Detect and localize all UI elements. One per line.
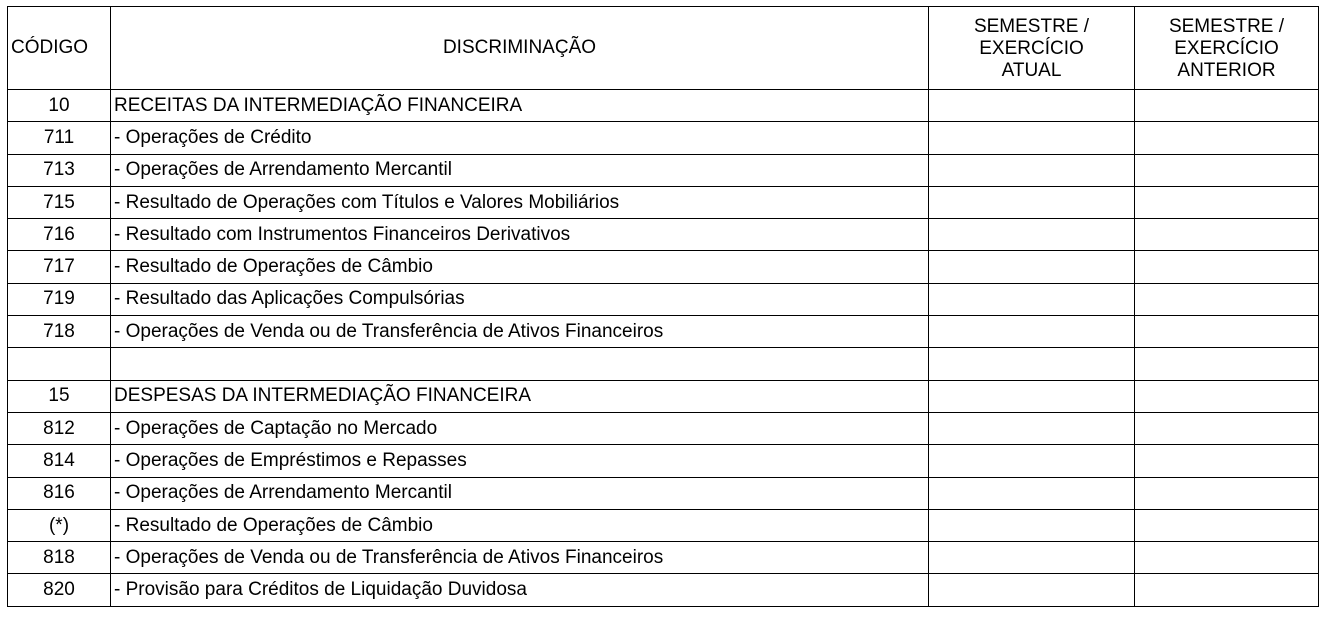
row-current-value[interactable] — [929, 154, 1135, 186]
row-code — [8, 348, 111, 380]
row-current-value[interactable] — [929, 380, 1135, 412]
header-previous-line: ANTERIOR — [1177, 60, 1276, 81]
row-description: RECEITAS DA INTERMEDIAÇÃO FINANCEIRA — [111, 90, 929, 122]
table-row — [8, 412, 1319, 444]
row-description: - Operações de Venda ou de Transferência de Ativos Financeiros — [111, 316, 929, 348]
row-description: - Resultado de Operações de Câmbio — [111, 251, 929, 283]
row-description: - Operações de Captação no Mercado — [111, 412, 929, 444]
row-previous-value[interactable] — [1135, 186, 1319, 218]
header-current-line: ATUAL — [1001, 60, 1062, 81]
table-row — [8, 316, 1319, 348]
row-code: 814 — [8, 445, 111, 477]
header-previous-line: EXERCÍCIO — [1174, 38, 1279, 59]
row-description: - Resultado de Operações com Títulos e Valores Mobiliários — [111, 186, 929, 218]
row-code: 717 — [8, 251, 111, 283]
row-current-value[interactable] — [929, 283, 1135, 315]
row-description: - Operações de Empréstimos e Repasses — [111, 445, 929, 477]
financial-statement-form — [7, 6, 1319, 607]
row-current-value[interactable] — [929, 219, 1135, 251]
income-statement-table — [7, 6, 1319, 607]
row-current-value[interactable] — [929, 574, 1135, 606]
row-current-value[interactable] — [929, 542, 1135, 574]
table-row — [8, 380, 1319, 412]
row-description: - Operações de Crédito — [111, 122, 929, 154]
header-description: DISCRIMINAÇÃO — [111, 7, 929, 90]
row-current-value[interactable] — [929, 90, 1135, 122]
table-row — [8, 542, 1319, 574]
table-row — [8, 251, 1319, 283]
header-previous-line: SEMESTRE / — [1168, 16, 1285, 37]
header-current-line: SEMESTRE / — [973, 16, 1090, 37]
row-previous-value[interactable] — [1135, 380, 1319, 412]
table-row — [8, 90, 1319, 122]
row-previous-value[interactable] — [1135, 316, 1319, 348]
row-current-value[interactable] — [929, 186, 1135, 218]
table-row — [8, 574, 1319, 606]
row-description: - Operações de Venda ou de Transferência de Ativos Financeiros — [111, 542, 929, 574]
table-row — [8, 445, 1319, 477]
row-code: 812 — [8, 412, 111, 444]
header-row — [8, 7, 1319, 90]
row-code: 820 — [8, 574, 111, 606]
row-previous-value[interactable] — [1135, 90, 1319, 122]
header-current-line: EXERCÍCIO — [979, 38, 1084, 59]
row-code: 719 — [8, 283, 111, 315]
row-previous-value[interactable] — [1135, 348, 1319, 380]
row-current-value[interactable] — [929, 348, 1135, 380]
row-code: 713 — [8, 154, 111, 186]
row-current-value[interactable] — [929, 251, 1135, 283]
row-current-value[interactable] — [929, 509, 1135, 541]
row-code: (*) — [8, 509, 111, 541]
row-description — [111, 348, 929, 380]
table-row — [8, 477, 1319, 509]
row-code: 10 — [8, 90, 111, 122]
row-current-value[interactable] — [929, 445, 1135, 477]
row-previous-value[interactable] — [1135, 122, 1319, 154]
row-description: - Resultado das Aplicações Compulsórias — [111, 283, 929, 315]
row-code: 718 — [8, 316, 111, 348]
row-previous-value[interactable] — [1135, 154, 1319, 186]
header-previous-period — [1135, 7, 1319, 90]
header-current-period — [929, 7, 1135, 90]
row-current-value[interactable] — [929, 122, 1135, 154]
row-code: 711 — [8, 122, 111, 154]
row-current-value[interactable] — [929, 316, 1135, 348]
row-previous-value[interactable] — [1135, 574, 1319, 606]
table-row — [8, 219, 1319, 251]
row-description: - Operações de Arrendamento Mercantil — [111, 154, 929, 186]
row-code: 716 — [8, 219, 111, 251]
table-row — [8, 283, 1319, 315]
table-row — [8, 122, 1319, 154]
row-current-value[interactable] — [929, 477, 1135, 509]
header-code: CÓDIGO — [8, 7, 111, 90]
row-previous-value[interactable] — [1135, 445, 1319, 477]
row-current-value[interactable] — [929, 412, 1135, 444]
row-description: - Resultado com Instrumentos Financeiros Derivativos — [111, 219, 929, 251]
row-code: 15 — [8, 380, 111, 412]
row-previous-value[interactable] — [1135, 509, 1319, 541]
table-row — [8, 186, 1319, 218]
row-code: 816 — [8, 477, 111, 509]
row-description: - Operações de Arrendamento Mercantil — [111, 477, 929, 509]
row-previous-value[interactable] — [1135, 251, 1319, 283]
row-previous-value[interactable] — [1135, 542, 1319, 574]
table-row — [8, 348, 1319, 380]
row-previous-value[interactable] — [1135, 219, 1319, 251]
row-description: - Resultado de Operações de Câmbio — [111, 509, 929, 541]
row-previous-value[interactable] — [1135, 477, 1319, 509]
table-row — [8, 509, 1319, 541]
row-code: 715 — [8, 186, 111, 218]
row-description: DESPESAS DA INTERMEDIAÇÃO FINANCEIRA — [111, 380, 929, 412]
row-previous-value[interactable] — [1135, 283, 1319, 315]
row-previous-value[interactable] — [1135, 412, 1319, 444]
table-row — [8, 154, 1319, 186]
row-code: 818 — [8, 542, 111, 574]
row-description: - Provisão para Créditos de Liquidação Duvidosa — [111, 574, 929, 606]
